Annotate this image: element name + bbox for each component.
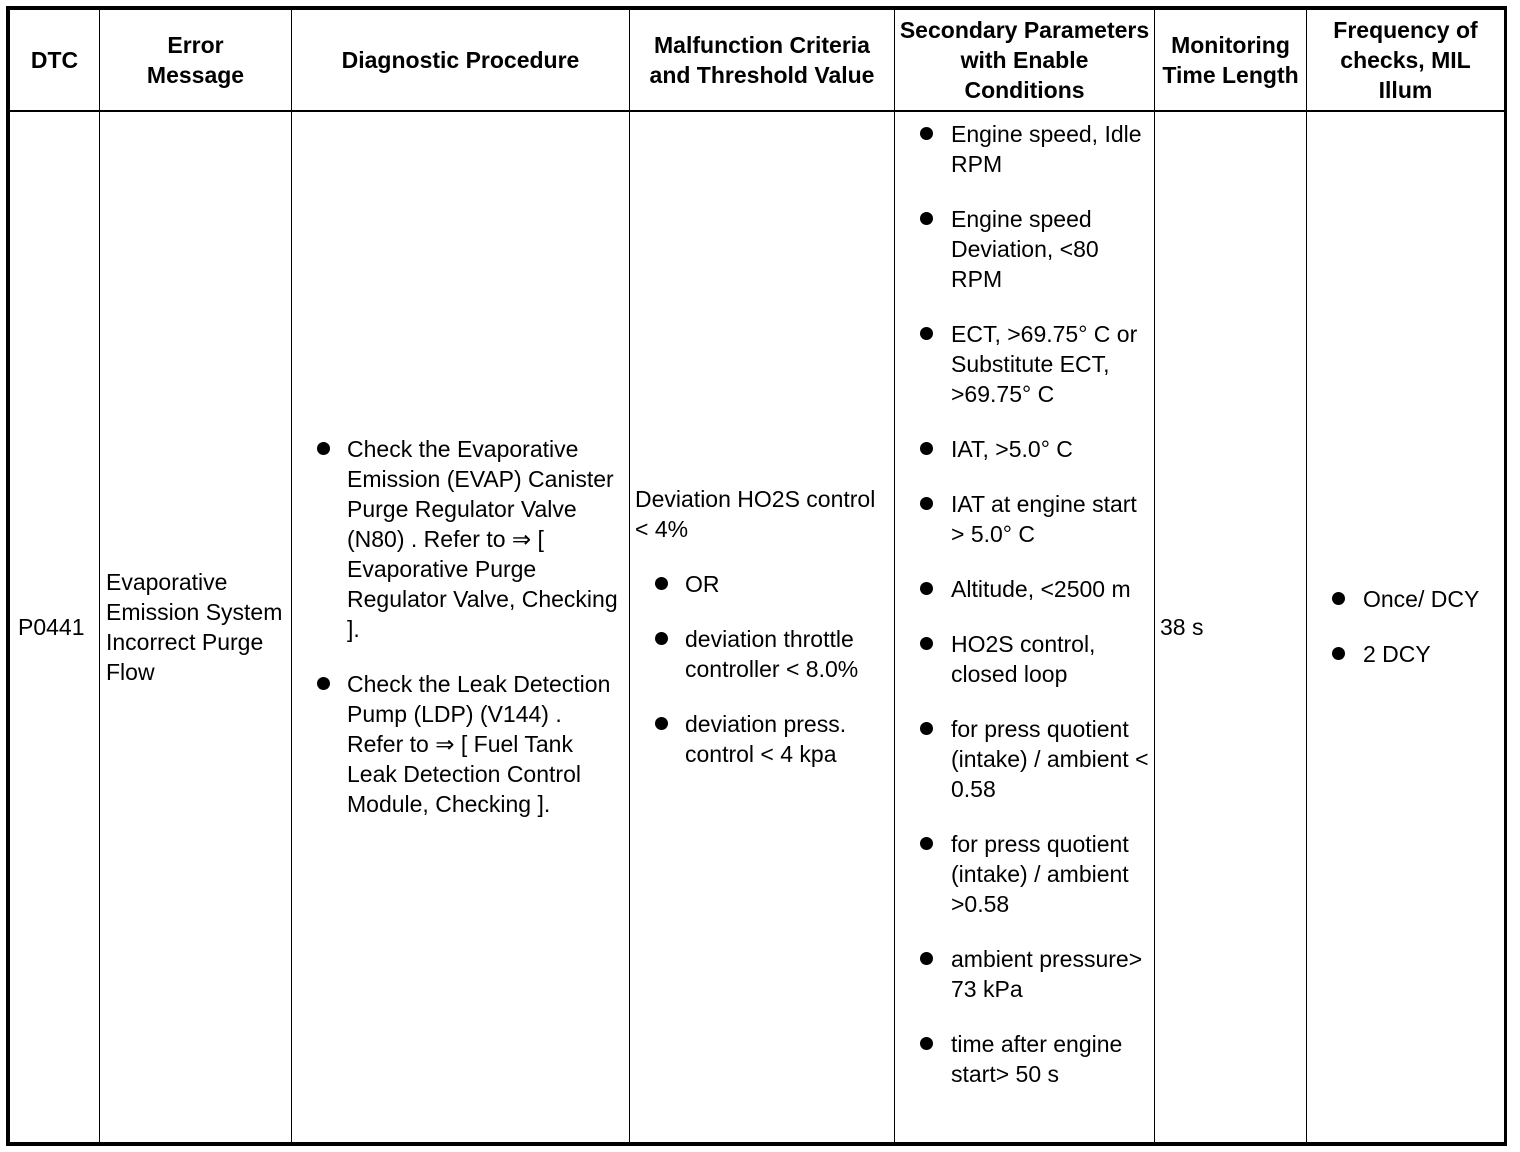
procedure-item: Check the Evaporative Emission (EVAP) Canister Purge Regulator Valve (N80) . Refer to ⇒ [ Evaporative Purge Regulator Valve, Checking ]. — [292, 434, 623, 644]
cell-diagnostic-procedure — [292, 111, 630, 1143]
parameter-item: Engine speed, Idle RPM — [895, 119, 1150, 179]
parameter-item: IAT at engine start > 5.0° C — [895, 489, 1150, 549]
dtc-table — [9, 9, 1505, 1143]
cell-dtc: P0441 — [10, 111, 100, 1143]
cell-monitoring-time: 38 s — [1155, 111, 1307, 1143]
procedure-list — [292, 434, 629, 819]
header-secondary-parameters: Secondary Parameters with Enable Conditions — [895, 10, 1155, 111]
secondary-parameter-list — [895, 112, 1154, 1089]
frequency-list — [1307, 584, 1504, 669]
criteria-item: deviation press. control < 4 kpa — [630, 709, 894, 769]
cell-secondary-parameters — [895, 111, 1155, 1143]
criteria-item: OR — [630, 569, 894, 599]
table-row — [10, 111, 1505, 1143]
cell-malfunction-criteria — [630, 111, 895, 1143]
header-dtc: DTC — [10, 10, 100, 111]
criteria-list — [630, 569, 894, 769]
header-frequency: Frequency of checks, MIL Illum — [1307, 10, 1505, 111]
dtc-table-frame — [6, 6, 1507, 1146]
criteria-item: deviation throttle controller < 8.0% — [630, 624, 894, 684]
cell-frequency — [1307, 111, 1505, 1143]
parameter-item: time after engine start> 50 s — [895, 1029, 1150, 1089]
header-monitoring-time: Monitoring Time Length — [1155, 10, 1307, 111]
parameter-item: for press quotient (intake) / ambient < 0.58 — [895, 714, 1150, 804]
frequency-item: Once/ DCY — [1307, 584, 1504, 614]
parameter-item: HO2S control, closed loop — [895, 629, 1150, 689]
header-malfunction-criteria: Malfunction Criteria and Threshold Value — [630, 10, 895, 111]
header-row — [10, 10, 1505, 111]
parameter-item: for press quotient (intake) / ambient >0.58 — [895, 829, 1150, 919]
parameter-item: Altitude, <2500 m — [895, 574, 1150, 604]
criteria-lead: Deviation HO2S control < 4% — [635, 486, 876, 543]
header-error-message: Error Message — [100, 10, 292, 111]
procedure-item: Check the Leak Detection Pump (LDP) (V144) . Refer to ⇒ [ Fuel Tank Leak Detection Control Module, Checking ]. — [292, 669, 623, 819]
parameter-item: IAT, >5.0° C — [895, 434, 1150, 464]
parameter-item: ambient pressure> 73 kPa — [895, 944, 1150, 1004]
cell-error-message: Evaporative Emission System Incorrect Purge Flow — [100, 111, 292, 1143]
parameter-item: ECT, >69.75° C or Substitute ECT, >69.75° C — [895, 319, 1150, 409]
parameter-item: Engine speed Deviation, <80 RPM — [895, 204, 1150, 294]
frequency-item: 2 DCY — [1307, 639, 1504, 669]
header-diagnostic-procedure: Diagnostic Procedure — [292, 10, 630, 111]
